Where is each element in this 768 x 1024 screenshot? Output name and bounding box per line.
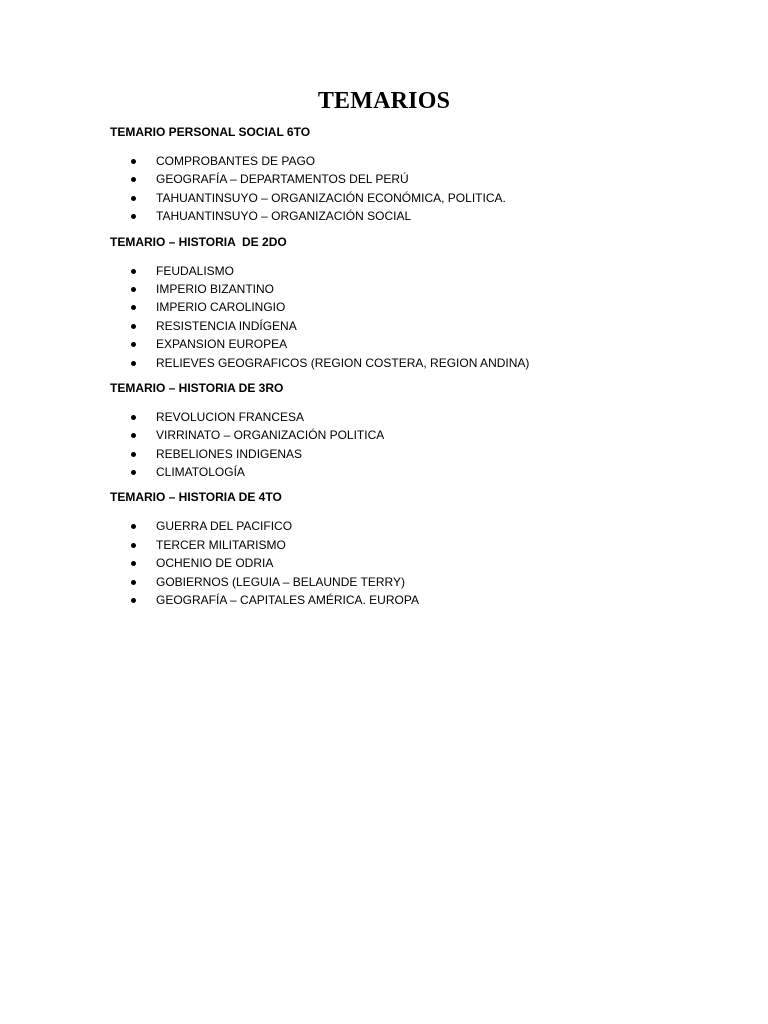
bullet-icon xyxy=(131,214,136,219)
list-item-text: COMPROBANTES DE PAGO xyxy=(156,154,316,168)
list-item-text: RELIEVES GEOGRAFICOS (REGION COSTERA, REGION ANDINA) xyxy=(156,355,530,370)
list-item xyxy=(110,335,730,353)
list-item xyxy=(110,554,730,572)
list-item-text: TERCER MILITARISMO xyxy=(156,537,286,552)
list-item-text: REBELIONES INDIGENAS xyxy=(156,446,303,461)
list-item-text: RESISTENCIA INDÍGENA xyxy=(156,318,297,333)
bullet-icon xyxy=(131,361,136,366)
section-heading: TEMARIO – HISTORIA DE 4TO xyxy=(110,490,282,505)
list-item-text: GUERRA DEL PACIFICO xyxy=(156,519,293,534)
list-item-text: EXPANSION EUROPEA xyxy=(156,337,288,352)
bullet-icon xyxy=(131,196,136,201)
section-heading: TEMARIO – HISTORIA DE 2DO xyxy=(110,234,287,249)
list-item xyxy=(110,426,730,444)
bullet-list xyxy=(110,152,730,226)
bullet-icon xyxy=(131,177,136,182)
section-3ro xyxy=(110,380,730,482)
bullet-icon xyxy=(131,287,136,292)
list-item-text: IMPERIO BIZANTINO xyxy=(156,281,275,296)
bullet-icon xyxy=(131,452,136,457)
list-item-text: VIRRINATO – ORGANIZACIÓN POLITICA xyxy=(156,428,385,443)
list-item xyxy=(110,517,730,535)
bullet-icon xyxy=(131,580,136,585)
bullet-icon xyxy=(131,524,136,529)
list-item xyxy=(110,262,730,280)
section-2do xyxy=(110,234,730,372)
list-item xyxy=(110,463,730,481)
list-item-text: GEOGRAFÍA – DEPARTAMENTOS DEL PERÚ xyxy=(156,172,409,187)
section-4to xyxy=(110,489,730,609)
list-item-text: OCHENIO DE ODRIA xyxy=(156,556,274,571)
list-item xyxy=(110,298,730,316)
list-item xyxy=(110,280,730,298)
list-item xyxy=(110,152,730,170)
bullet-icon xyxy=(131,269,136,274)
bullet-icon xyxy=(131,598,136,603)
bullet-icon xyxy=(131,159,136,164)
list-item xyxy=(110,445,730,463)
list-item xyxy=(110,207,730,225)
list-item-text: GOBIERNOS (LEGUIA – BELAUNDE TERRY) xyxy=(156,574,405,589)
list-item xyxy=(110,591,730,609)
bullet-list xyxy=(110,517,730,609)
bullet-icon xyxy=(131,433,136,438)
list-item xyxy=(110,354,730,372)
section-6to xyxy=(110,124,730,226)
bullet-icon xyxy=(131,415,136,420)
bullet-icon xyxy=(131,543,136,548)
page-title: TEMARIOS xyxy=(317,88,451,114)
list-item xyxy=(110,408,730,426)
list-item xyxy=(110,189,730,207)
bullet-icon xyxy=(131,342,136,347)
section-heading: TEMARIO – HISTORIA DE 3RO xyxy=(110,380,284,395)
list-item xyxy=(110,536,730,554)
list-item xyxy=(110,573,730,591)
bullet-icon xyxy=(131,324,136,329)
list-item xyxy=(110,170,730,188)
bullet-icon xyxy=(131,470,136,475)
list-item-text: FEUDALISMO xyxy=(156,263,235,278)
bullet-icon xyxy=(131,561,136,566)
document-body xyxy=(110,124,730,617)
bullet-list xyxy=(110,262,730,372)
section-heading: TEMARIO PERSONAL SOCIAL 6TO xyxy=(110,125,311,139)
bullet-list xyxy=(110,408,730,482)
list-item xyxy=(110,317,730,335)
list-item-text: IMPERIO CAROLINGIO xyxy=(156,300,286,315)
list-item-text: TAHUANTINSUYO – ORGANIZACIÓN SOCIAL xyxy=(156,209,412,224)
bullet-icon xyxy=(131,305,136,310)
list-item-text: CLIMATOLOGÍA xyxy=(156,465,245,480)
list-item-text: GEOGRAFÍA – CAPITALES AMÉRICA. EUROPA xyxy=(156,593,419,608)
list-item-text: TAHUANTINSUYO – ORGANIZACIÓN ECONÓMICA, POLITICA. xyxy=(156,190,506,205)
list-item-text: REVOLUCION FRANCESA xyxy=(156,409,305,424)
